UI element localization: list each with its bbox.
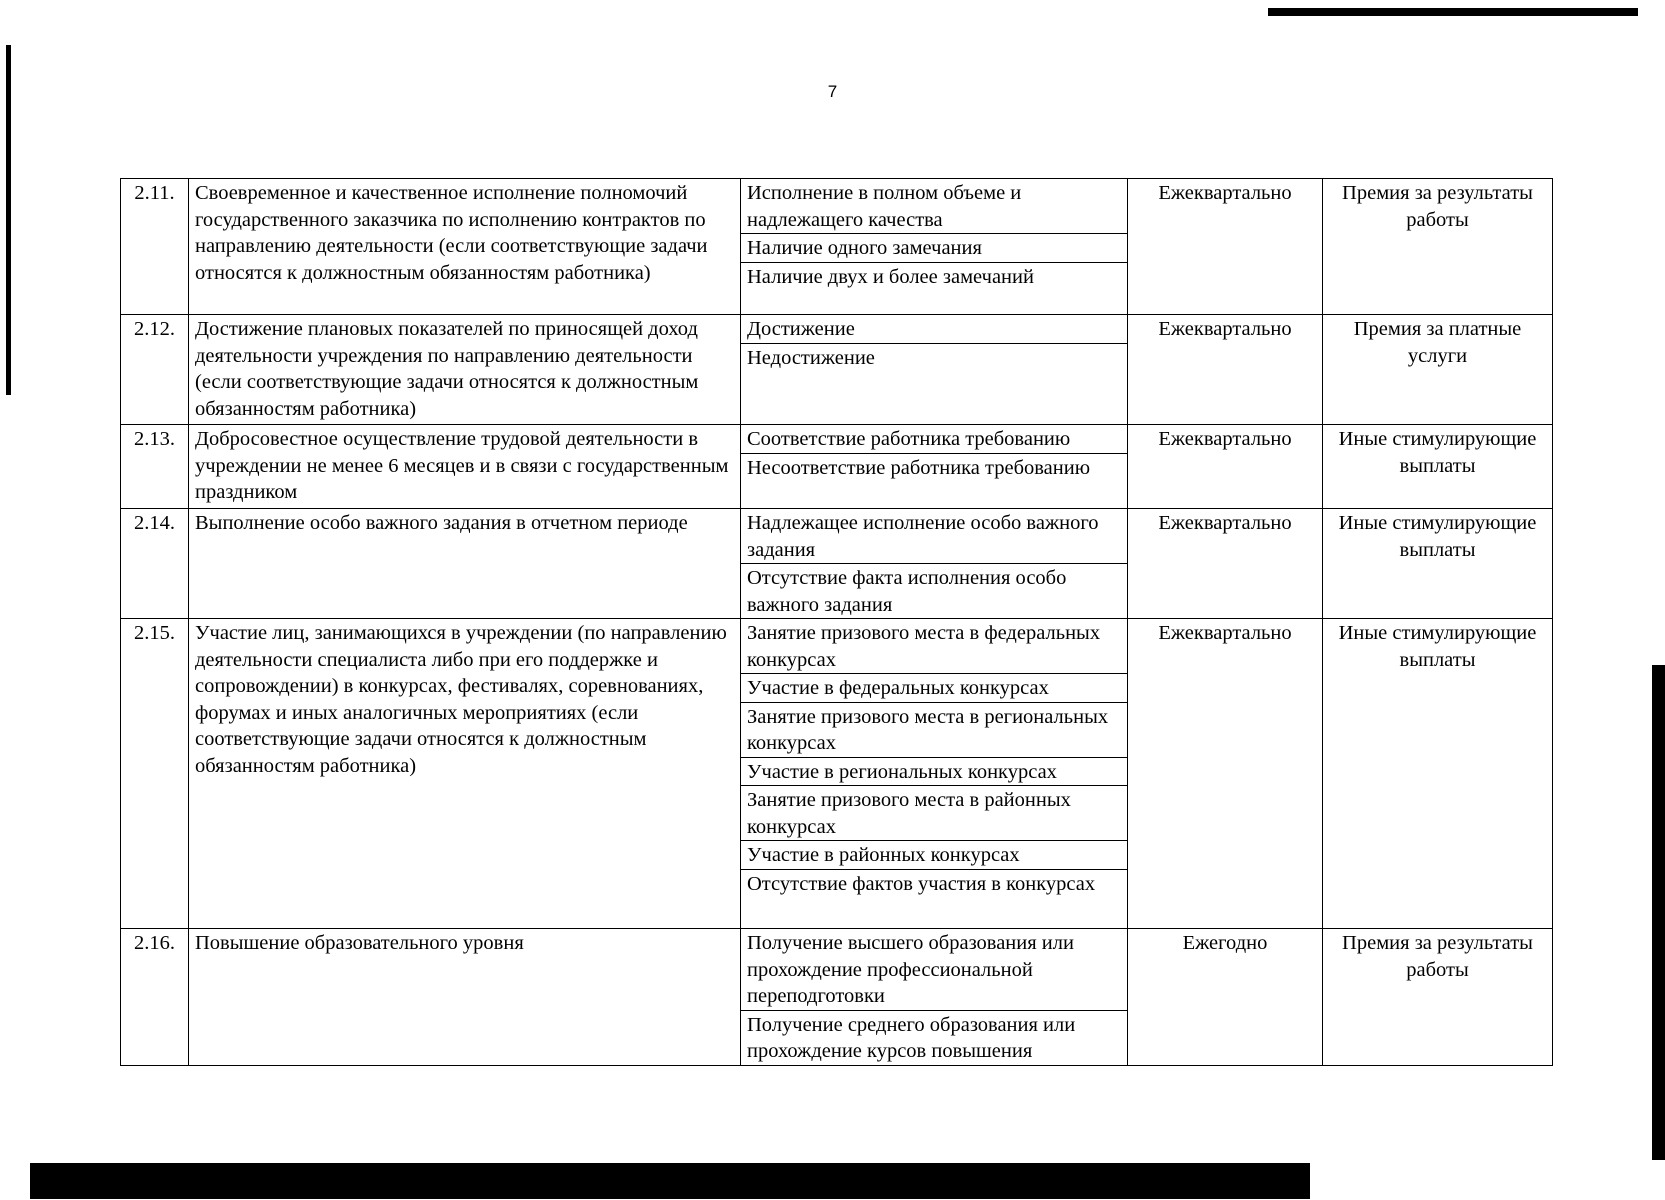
indicator-description: Участие лиц, занимающихся в учреждении (по направлению деятельности специалиста либо при его поддержке и сопровождении) в конкурсах, фестивалях, соревнованиях, форумах и иных аналогичных мероприятиях (если соответствующие задачи относятся к должностным обязанностям работника) [189,619,741,929]
criterion-item: Отсутствие фактов участия в конкурсах [747,872,1096,895]
criterion-item: Соответствие работника требованию [741,425,1127,454]
payment-type: Иные стимулирующие выплаты [1323,509,1553,619]
indicator-description: Достижение плановых показателей по приносящей доход деятельности учреждения по направлению деятельности (если соответствующие задачи относятся к должностным обязанностям работника) [189,315,741,425]
criterion-item: Занятие призового места в федеральных конкурсах [741,619,1127,674]
criterion-item: Наличие двух и более замечаний [747,265,1034,288]
payment-type: Премия за платные услуги [1323,315,1553,425]
criteria-cell [741,425,1128,509]
payment-type: Премия за результаты работы [1323,929,1553,1066]
scan-artifact-top-right [1268,8,1638,16]
scan-artifact-bottom [30,1163,1310,1199]
criterion-item: Получение высшего образования или прохождение профессиональной переподготовки [741,929,1127,1011]
row-number: 2.14. [121,509,189,619]
criterion-item: Участие в федеральных конкурсах [741,674,1127,703]
table-body [121,179,1553,1066]
payment-frequency: Ежеквартально [1128,425,1323,509]
table-row [121,929,1553,1066]
indicator-description: Своевременное и качественное исполнение полномочий государственного заказчика по исполнению контрактов по направлению деятельности (если соответствующие задачи относятся к должностным обязанностям работника) [189,179,741,315]
payment-type: Иные стимулирующие выплаты [1323,619,1553,929]
row-number: 2.13. [121,425,189,509]
payment-type: Премия за результаты работы [1323,179,1553,315]
criterion-item: Получение среднего образования или прохождение курсов повышения [747,1013,1076,1062]
scan-artifact-right-edge [1652,665,1665,1160]
criterion-item: Участие в региональных конкурсах [741,758,1127,787]
criteria-cell [741,315,1128,425]
table-row [121,509,1553,619]
criterion-item: Занятие призового места в региональных конкурсах [741,703,1127,758]
criterion-item: Занятие призового места в районных конкурсах [741,786,1127,841]
criteria-cell [741,509,1128,619]
table-row [121,315,1553,425]
criteria-table [120,178,1553,1066]
criteria-cell [741,929,1128,1066]
row-number: 2.16. [121,929,189,1066]
page-number: 7 [827,82,838,101]
criterion-item: Достижение [741,315,1127,344]
criterion-item: Несоответствие работника требованию [747,456,1091,479]
indicator-description: Выполнение особо важного задания в отчетном периоде [189,509,741,619]
criterion-item: Недостижение [747,346,875,369]
indicator-description: Добросовестное осуществление трудовой деятельности в учреждении не менее 6 месяцев и в связи с государственным праздником [189,425,741,509]
payment-frequency: Ежеквартально [1128,509,1323,619]
criterion-item: Надлежащее исполнение особо важного задания [741,509,1127,564]
payment-frequency: Ежеквартально [1128,179,1323,315]
payment-type: Иные стимулирующие выплаты [1323,425,1553,509]
payment-frequency: Ежегодно [1128,929,1323,1066]
payment-frequency: Ежеквартально [1128,315,1323,425]
table-row [121,425,1553,509]
criterion-item: Участие в районных конкурсах [741,841,1127,870]
criteria-cell [741,619,1128,929]
criterion-item: Исполнение в полном объеме и надлежащего качества [741,179,1127,234]
criteria-cell [741,179,1128,315]
row-number: 2.11. [121,179,189,315]
criterion-item: Наличие одного замечания [741,234,1127,263]
table-row [121,619,1553,929]
row-number: 2.12. [121,315,189,425]
criterion-item: Отсутствие факта исполнения особо важного задания [747,567,1067,616]
payment-frequency: Ежеквартально [1128,619,1323,929]
row-number: 2.15. [121,619,189,929]
table-row [121,179,1553,315]
indicator-description: Повышение образовательного уровня [189,929,741,1066]
